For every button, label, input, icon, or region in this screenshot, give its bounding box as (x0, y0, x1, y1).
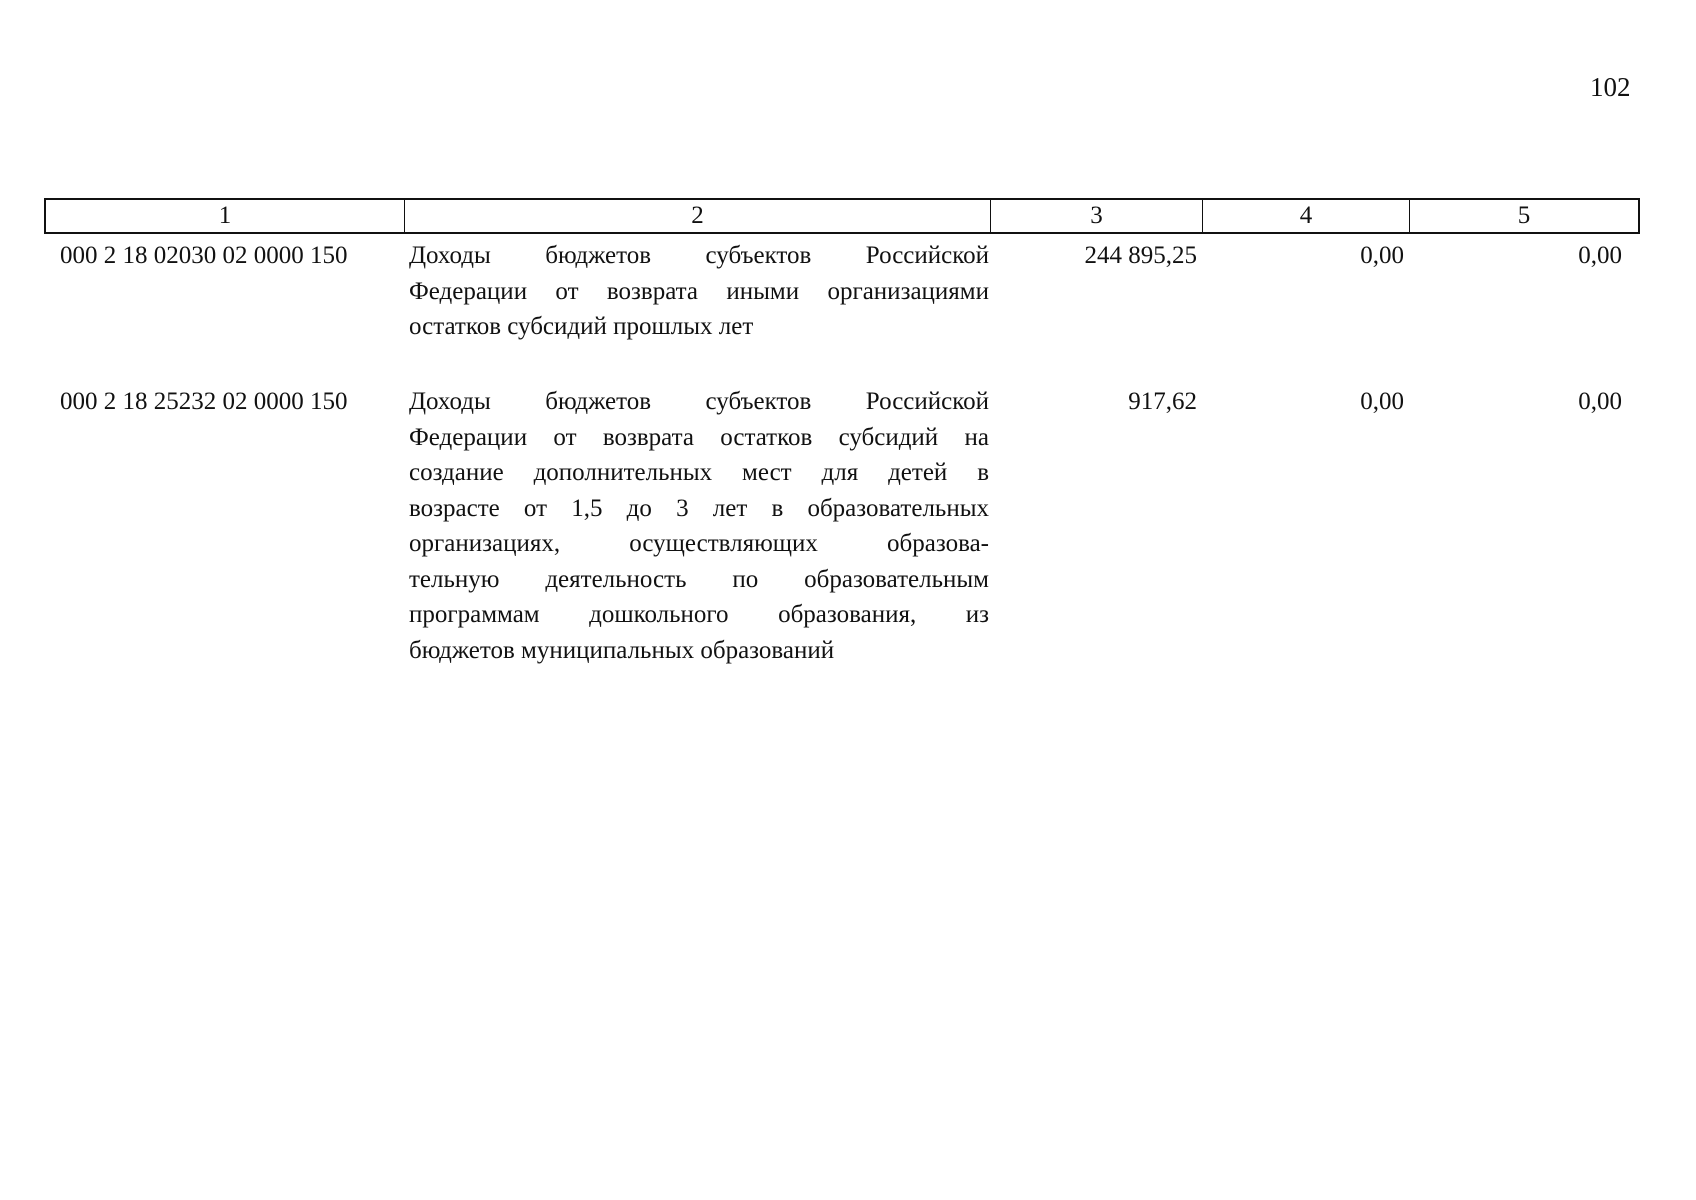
description-line: создание дополнительных мест для детей в (409, 459, 989, 486)
budget-code: 000 2 18 25232 02 0000 150 (60, 388, 348, 415)
description-line: Федерации от возврата остатков субсидий на (409, 423, 989, 451)
description-line: возрасте от 1,5 до 3 лет в образовательных (409, 494, 989, 522)
description-line: Доходы бюджетов субъектов Российской (409, 388, 989, 415)
description-line: Доходы бюджетов субъектов Российской (409, 242, 989, 269)
description-line: организациях, осуществляющих образова- (409, 530, 989, 557)
description-line: тельную деятельность по образовательным (409, 565, 989, 593)
header-col-1: 1 (46, 200, 405, 232)
row-description (409, 238, 989, 345)
page-number: 102 (1590, 72, 1631, 102)
header-col-2: 2 (405, 200, 991, 232)
header-col-5: 5 (1517, 202, 1531, 229)
description-line: программам дошкольного образования, из (409, 601, 989, 628)
header-col-3: 3 (991, 200, 1203, 232)
description-line: остатков субсидий прошлых лет (409, 313, 754, 340)
value-col-3: 917,62 (1128, 388, 1197, 415)
header-col-4: 4 (1203, 200, 1410, 232)
value-col-3: 244 895,25 (1084, 242, 1197, 269)
value-col-5: 0,00 (1578, 242, 1622, 269)
value-col-4: 0,00 (1360, 388, 1404, 415)
budget-code: 000 2 18 02030 02 0000 150 (60, 242, 348, 269)
value-col-5: 0,00 (1578, 388, 1622, 415)
value-col-4: 0,00 (1360, 242, 1404, 269)
description-line: Федерации от возврата иными организациями (409, 277, 989, 305)
row-description (409, 384, 989, 668)
description-line: бюджетов муниципальных образований (409, 636, 835, 664)
table-header (44, 198, 1640, 234)
